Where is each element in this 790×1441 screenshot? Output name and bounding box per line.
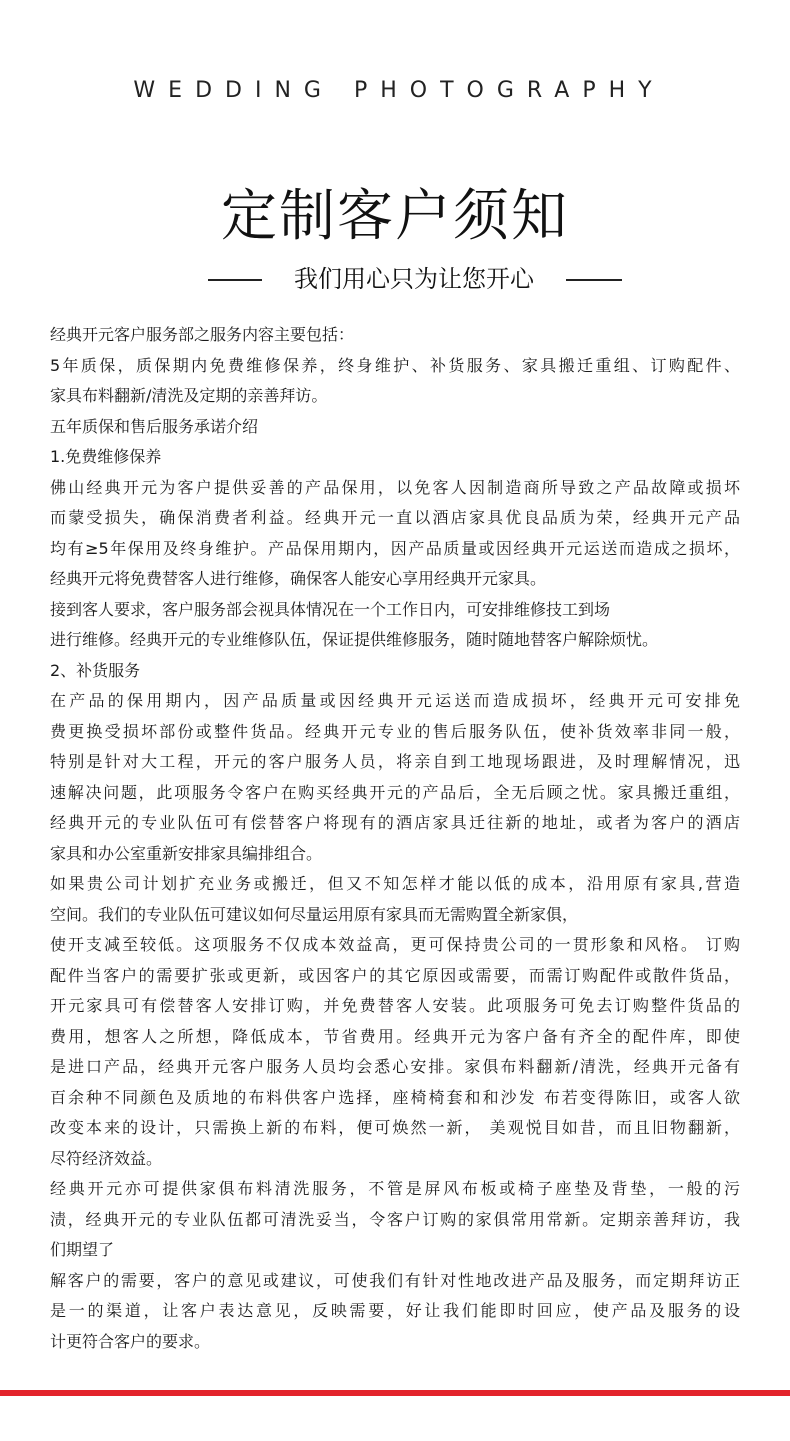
- body-line: 是一的渠道，让客户表达意见，反映需要，好让我们能即时回应，使产品及服务的设: [50, 1301, 740, 1320]
- page-title: 定制客户须知: [221, 184, 569, 249]
- body-line: 如果贵公司计划扩充业务或搬迁，但又不知怎样才能以低的成本，沿用原有家具,营造: [50, 874, 740, 893]
- body-line: 五年质保和售后服务承诺介绍: [50, 416, 259, 436]
- body-line: 速解决问题，此项服务令客户在购买经典开元的产品后，全无后顾之忧。家具搬迁重组，: [50, 782, 740, 802]
- body-line: 经典开元将免费替客人进行维修，确保客人能安心享用经典开元家具。: [50, 569, 547, 588]
- subtitle-left-dash: [208, 279, 262, 281]
- body-line: 解客户的需要，客户的意见或建议，可使我们有针对性地改进产品及服务，而定期拜访正: [50, 1270, 740, 1290]
- body-line: 接到客人要求，客户服务部会视具体情况在一个工作日内，可安排维修技工到场: [50, 599, 611, 619]
- body-line: 2、补货服务: [50, 660, 141, 680]
- body-line: 5年质保，质保期内免费维修保养，终身维护、补货服务、家具搬迁重组、订购配件、: [50, 355, 740, 375]
- body-line: 经典开元亦可提供家俱布料清洗服务，不管是屏风布板或椅子座垫及背垫，一般的污: [50, 1179, 740, 1198]
- body-line: 费更换受损坏部份或整件货品。经典开元专业的售后服务队伍，使补货效率非同一般，: [50, 721, 740, 741]
- body-line: 1.免费维修保养: [50, 447, 162, 466]
- body-line: 家具布料翻新/清洗及定期的亲善拜访。: [50, 386, 328, 405]
- body-text: [50, 320, 740, 1357]
- body-line: 家具和办公室重新安排家具编排组合。: [50, 843, 323, 863]
- body-line: 费用，想客人之所想，降低成本，节省费用。经典开元为客户备有齐全的配件库，即使: [50, 1026, 740, 1046]
- body-line: 百余种不同颜色及质地的布料供客户选择，座椅椅套和和沙发 布若变得陈旧，或客人欲: [50, 1087, 740, 1107]
- body-line: 使开支减至较低。这项服务不仅成本效益高，更可保持贵公司的一贯形象和风格。 订购: [50, 935, 740, 954]
- body-line: 计更符合客户的要求。: [50, 1331, 211, 1351]
- body-line: 佛山经典开元为客户提供妥善的产品保用，以免客人因制造商所导致之产品故障或损坏: [50, 477, 740, 497]
- body-line: 经典开元客户服务部之服务内容主要包括：: [50, 325, 355, 344]
- body-line: 配件当客户的需要扩张或更新，或因客户的其它原因或需要，而需订购配件或散件货品，: [50, 965, 740, 985]
- body-line: 开元家具可有偿替客人安排订购，并免费替客人安装。此项服务可免去订购整件货品的: [50, 996, 740, 1015]
- body-line: 均有≥5年保用及终身维护。产品保用期内，因产品质量或因经典开元运送而造成之损坏，: [50, 538, 740, 558]
- body-line: 们期望了: [50, 1240, 115, 1259]
- body-line: 改变本来的设计，只需换上新的布料，便可焕然一新， 美观悦目如昔，而且旧物翻新，: [50, 1118, 740, 1137]
- body-line: 经典开元的专业队伍可有偿替客户将现有的酒店家具迁往新的地址，或者为客户的酒店: [50, 813, 740, 832]
- subtitle-right-dash: [566, 279, 622, 281]
- subtitle-row: [0, 262, 790, 296]
- body-line: 是进口产品，经典开元客户服务人员均会悉心安排。家俱布料翻新/清洗，经典开元备有: [50, 1057, 740, 1076]
- page-subtitle: 我们用心只为让您开心: [294, 265, 534, 293]
- body-line: 而蒙受损失，确保消费者利益。经典开元一直以酒店家具优良品质为荣，经典开元产品: [50, 508, 740, 527]
- body-line: 尽符经济效益。: [50, 1148, 163, 1168]
- body-line: 空间。我们的专业队伍可建议如何尽量运用原有家具而无需购置全新家俱，: [50, 904, 579, 924]
- body-line: 特别是针对大工程，开元的客户服务人员，将亲自到工地现场跟进，及时理解情况，迅: [50, 752, 740, 771]
- body-line: 进行维修。经典开元的专业维修队伍，保证提供维修服务，随时随地替客户解除烦忧。: [50, 630, 659, 649]
- banner-text: WEDDING PHOTOGRAPHY: [133, 78, 665, 103]
- body-line: 在产品的保用期内，因产品质量或因经典开元运送而造成损坏，经典开元可安排免: [50, 691, 740, 710]
- bottom-accent-bar: [0, 1390, 790, 1396]
- body-line: 渍，经典开元的专业队伍都可清洗妥当，令客户订购的家俱常用常新。定期亲善拜访，我: [50, 1209, 740, 1229]
